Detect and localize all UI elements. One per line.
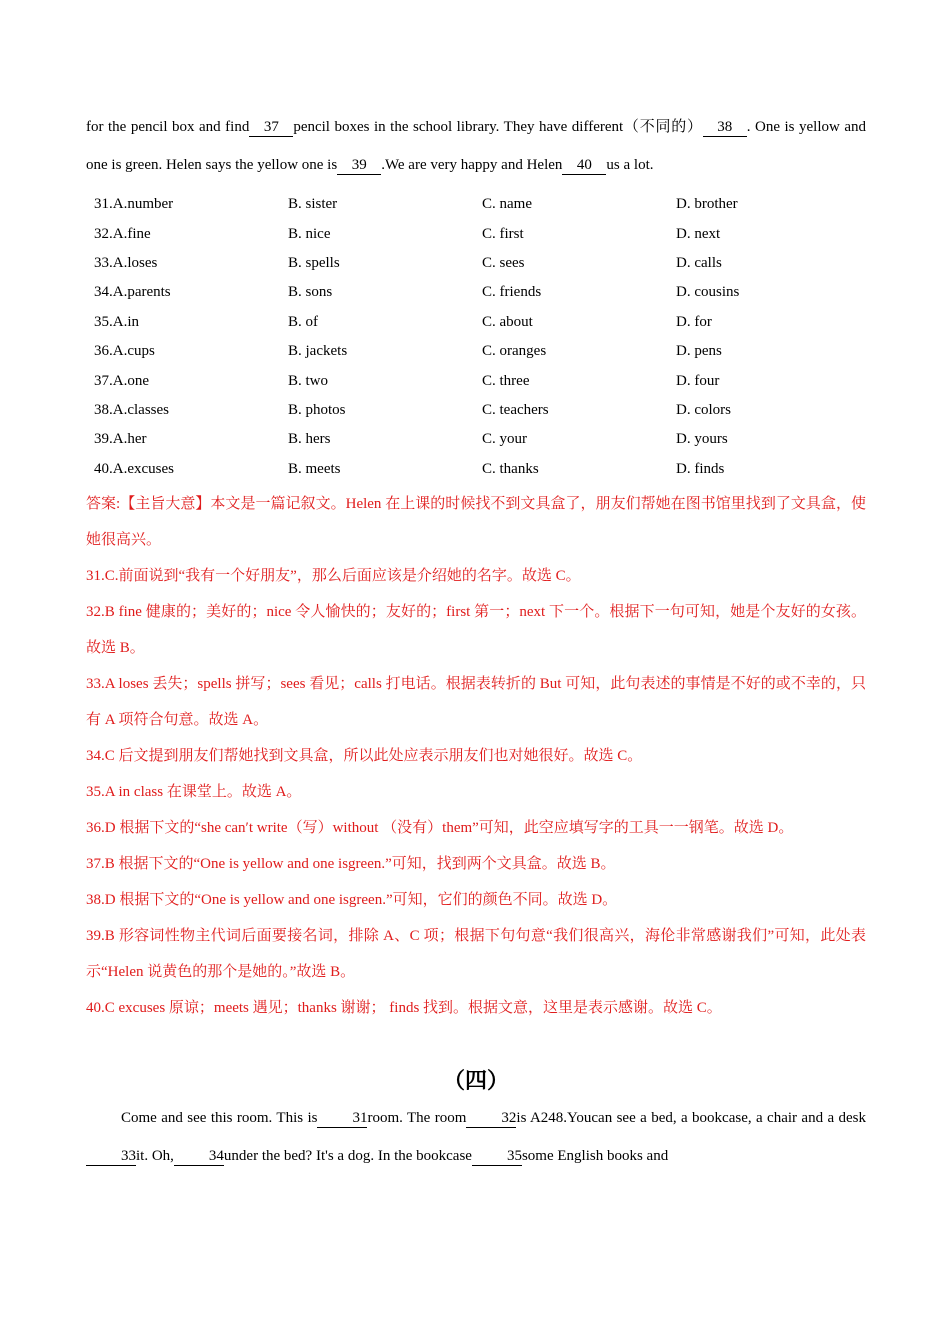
answer-40: 40.C excuses 原谅；meets 遇见；thanks 谢谢； finds 找到。根据文意，这里是表示感谢。故选 C。 (86, 999, 722, 1016)
option-b: B. of (288, 313, 318, 330)
blank-35: 35 (472, 1147, 522, 1166)
option-row (94, 425, 866, 454)
option-a: 35.A.in (94, 313, 139, 330)
option-row (94, 249, 866, 278)
option-b: B. two (288, 372, 329, 389)
option-c: C. three (482, 372, 530, 389)
passage-text: some English books and (521, 1147, 669, 1164)
option-d: D. four (676, 372, 720, 389)
option-d: D. finds (676, 460, 725, 477)
blank-34: 34 (174, 1147, 224, 1166)
option-row (94, 455, 866, 484)
blank-40: 40 (562, 156, 606, 175)
passage-text: for the pencil box and find (86, 119, 250, 135)
option-c: C. friends (482, 284, 542, 301)
option-d: D. colors (676, 401, 731, 418)
option-d: D. for (676, 313, 712, 330)
passage-text: pencil boxes in the school library. They have different（不同的） (293, 119, 703, 135)
option-row (94, 278, 866, 307)
option-a: 34.A.parents (94, 284, 171, 301)
option-row (94, 396, 866, 425)
option-a: 36.A.cups (94, 343, 155, 360)
option-d: D. next (676, 225, 721, 242)
option-c: C. your (482, 431, 527, 448)
passage-top (86, 108, 866, 184)
answer-31: 31.C.前面说到“我有一个好朋友”，那么后面应该是介绍她的名字。故选 C。 (86, 567, 581, 584)
option-b: B. hers (288, 431, 331, 448)
blank-39: 39 (337, 156, 381, 175)
answer-34: 34.C 后文提到朋友们帮她找到文具盒，所以此处应表示朋友们也对她很好。故选 C。 (86, 747, 643, 764)
option-d: D. cousins (676, 284, 740, 301)
options-table (94, 190, 866, 484)
section-title: （四） (442, 1068, 509, 1094)
option-a: 31.A.number (94, 196, 174, 213)
blank-37: 37 (249, 118, 293, 137)
option-a: 38.A.classes (94, 401, 169, 418)
passage-bottom (86, 1099, 866, 1175)
option-d: D. calls (676, 254, 722, 271)
blank-31: 31 (317, 1109, 367, 1128)
option-b: B. jackets (288, 343, 348, 360)
option-b: B. meets (288, 460, 341, 477)
answer-39: 39.B 形容词性物主代词后面要接名词，排除 A、C 项；根据下句句意“我们很高兴，海伦非常感谢我们”可知，此处表示“Helen 说黄色的那个是她的。”故选 B。 (86, 927, 866, 980)
option-row (94, 190, 866, 219)
answer-summary: 答案:【主旨大意】本文是一篇记叙文。Helen 在上课的时候找不到文具盒了，朋友们帮她在图书馆里找到了文具盒，使她很高兴。 (86, 495, 866, 548)
passage-text: under the bed? It's a dog. In the bookcase (223, 1147, 472, 1164)
option-c: C. sees (482, 254, 525, 271)
passage-text: room. The room (367, 1109, 467, 1126)
option-b: B. sister (288, 196, 338, 213)
passage-text: .We are very happy and Helen (381, 157, 563, 173)
option-c: C. about (482, 313, 533, 330)
option-a: 33.A.loses (94, 254, 158, 271)
option-c: C. name (482, 196, 532, 213)
option-d: D. yours (676, 431, 728, 448)
option-d: D. brother (676, 196, 738, 213)
option-row (94, 308, 866, 337)
option-c: C. first (482, 225, 524, 242)
option-row (94, 337, 866, 366)
answer-32: 32.B fine 健康的；美好的；nice 令人愉快的；友好的；first 第一；next 下一个。根据下一句可知，她是个友好的女孩。故选 B。 (86, 603, 866, 656)
answer-38: 38.D 根据下文的“One is yellow and one isgreen.”可知，它们的颜色不同。故选 D。 (86, 891, 618, 908)
option-a: 40.A.excuses (94, 460, 174, 477)
blank-32: 32 (466, 1109, 516, 1128)
answer-35: 35.A in class 在课堂上。故选 A。 (86, 783, 302, 800)
option-d: D. pens (676, 343, 722, 360)
option-row (94, 366, 866, 395)
option-b: B. nice (288, 225, 331, 242)
answer-36: 36.D 根据下文的“she can′t write（写）without （没有）them”可知，此空应填写字的工具一一钢笔。故选 D。 (86, 819, 794, 836)
option-a: 39.A.her (94, 431, 147, 448)
passage-text: is A248.Youcan see a bed, a bookcase, a chair and a desk (516, 1109, 867, 1126)
answer-37: 37.B 根据下文的“One is yellow and one isgreen.”可知，找到两个文具盒。故选 B。 (86, 855, 616, 872)
passage-text: us a lot. (606, 157, 654, 173)
option-a: 32.A.fine (94, 225, 151, 242)
passage-text: it. Oh, (136, 1147, 174, 1164)
option-b: B. photos (288, 401, 346, 418)
option-b: B. spells (288, 254, 340, 271)
answer-key (86, 486, 866, 1026)
option-c: C. thanks (482, 460, 539, 477)
blank-38: 38 (703, 118, 747, 137)
document-page (86, 108, 866, 1175)
option-c: C. teachers (482, 401, 549, 418)
passage-text: . One is yellow and one is green. Helen says the yellow one is (86, 119, 866, 173)
option-row (94, 219, 866, 248)
option-a: 37.A.one (94, 372, 149, 389)
option-c: C. oranges (482, 343, 547, 360)
passage-text: Come and see this room. This is (121, 1109, 318, 1126)
answer-33: 33.A loses 丢失；spells 拼写；sees 看见；calls 打电话。根据表转折的 But 可知，此句表述的事情是不好的或不幸的，只有 A 项符合句意。故选 A。 (86, 675, 866, 728)
option-b: B. sons (288, 284, 333, 301)
blank-33: 33 (86, 1147, 136, 1166)
